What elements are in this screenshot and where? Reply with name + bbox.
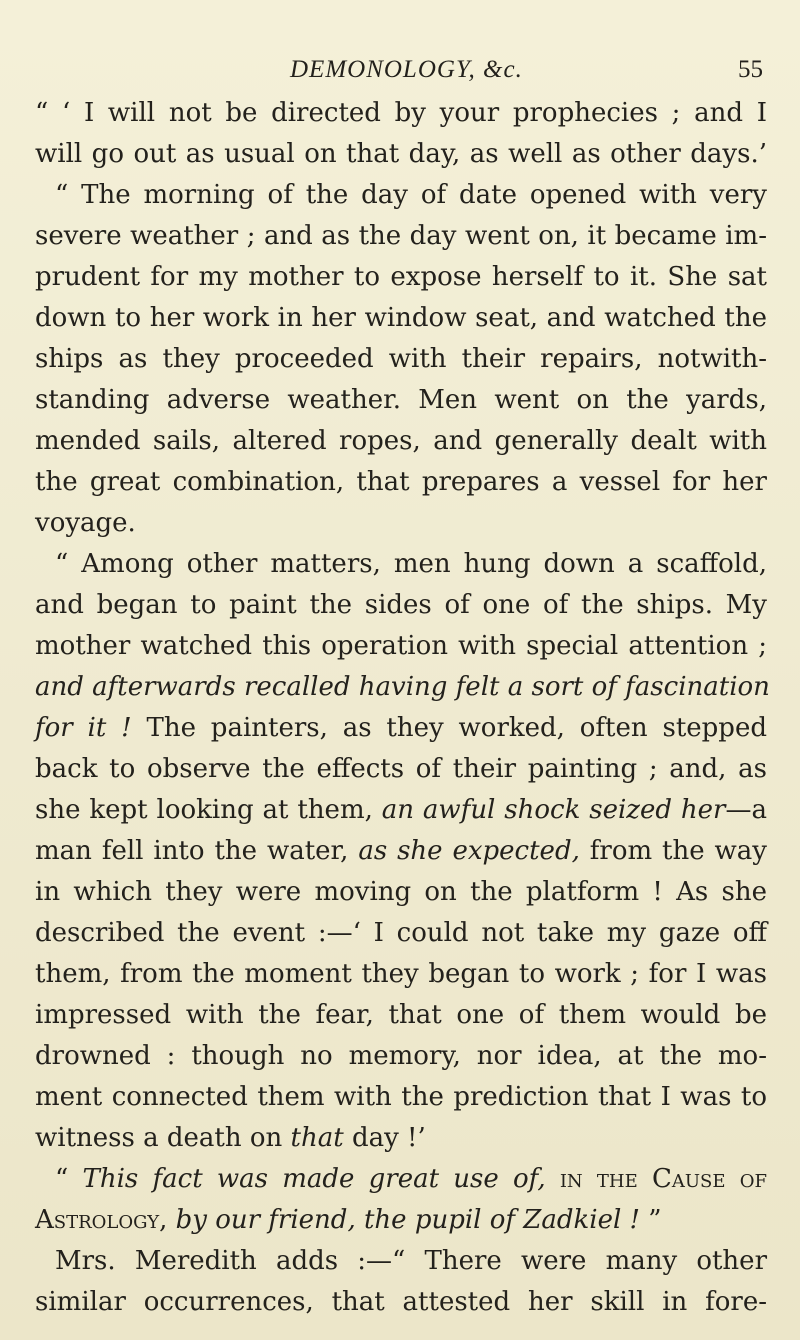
text-line: “ The morning of the day of date opened with very [55,180,767,210]
text-line: them, from the moment they began to work ; for I was [35,959,767,989]
text-line: “ ‘ I will not be directed by your prophecies ; and I [35,98,767,128]
body-text [35,93,770,1323]
text-line: ships as they proceeded with their repairs, notwith- [35,344,767,374]
text-line: Mrs. Meredith adds :—“ There were many other [55,1246,767,1276]
text-line: for it ! The painters, as they worked, often stepped [35,713,767,743]
text-line: witness a death on that day !’ [35,1123,426,1153]
text-line: mended sails, altered ropes, and generally dealt with [35,426,767,456]
text-line: down to her work in her window seat, and watched the [35,303,767,333]
text-line: and began to paint the sides of one of the ships. My [35,590,767,620]
text-line: Astrology, by our friend, the pupil of Zadkiel ! ” [35,1205,662,1235]
text-line: mother watched this operation with special attention ; [35,631,767,661]
text-line: man fell into the water, as she expected, from the way [35,836,767,866]
text-line: “ This fact was made great use of, in the Cause of [55,1164,768,1194]
text-line: prudent for my mother to expose herself to it. She sat [35,262,767,292]
text-line: will go out as usual on that day, as well as other days.’ [35,139,767,169]
page-number: 55 [738,56,763,83]
text-line: and afterwards recalled having felt a sort of fascination [35,672,770,702]
text-line: ment connected them with the prediction that I was to [35,1082,767,1112]
text-line: voyage. [35,508,136,538]
text-line: back to observe the effects of their painting ; and, as [35,754,767,784]
text-line: the great combination, that prepares a vessel for her [35,467,767,497]
running-title: DEMONOLOGY, &c. [290,56,523,83]
text-line: “ Among other matters, men hung down a scaffold, [55,549,767,579]
text-line: in which they were moving on the platform ! As she [35,877,767,907]
text-line: impressed with the fear, that one of them would be [35,1000,767,1030]
text-line: drowned : though no memory, nor idea, at the mo- [35,1041,767,1071]
text-line: severe weather ; and as the day went on, it became im- [35,221,767,251]
page-header [0,56,800,88]
text-line: similar occurrences, that attested her skill in fore- [35,1287,767,1317]
text-line: she kept looking at them, an awful shock seized her—a [35,795,768,825]
text-line: described the event :—‘ I could not take my gaze off [35,918,767,948]
text-line: standing adverse weather. Men went on the yards, [35,385,767,415]
